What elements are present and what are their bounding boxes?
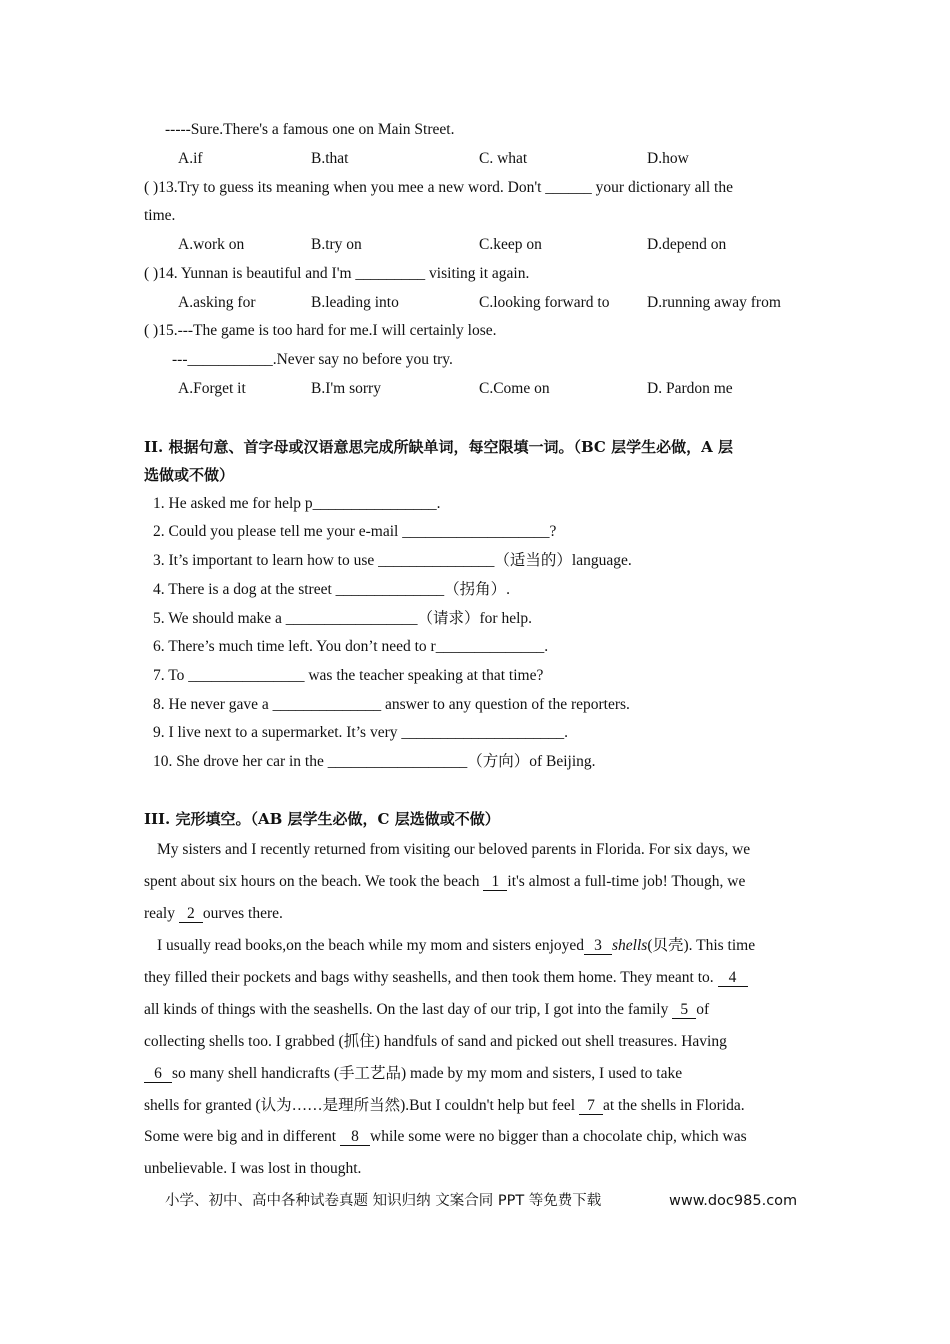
cloze-blank-7: 7 — [579, 1098, 603, 1115]
q13-option-d: D.depend on — [647, 236, 727, 253]
cloze-blank-8: 8 — [340, 1129, 370, 1146]
cloze-text: they filled their pockets and bags withy seashells, and then took them home. They meant to. — [144, 969, 718, 986]
q15-option-c: C.Come on — [479, 380, 550, 397]
cloze-text: shells for granted (认为……是理所当然).But I couldn't help but feel — [144, 1097, 579, 1114]
cloze-text: realy — [144, 905, 179, 922]
fill-item-2: 2. Could you please tell me your e-mail ___________________? — [153, 523, 557, 540]
cloze-line-10 — [144, 1127, 747, 1147]
footer-text: 小学、初中、高中各种试卷真题 知识归纳 文案合同 PPT 等免费下载 — [165, 1193, 602, 1209]
fill-item-5: 5. We should make a _________________（请求）for help. — [153, 610, 533, 627]
q14-text: ( )14. Yunnan is beautiful and I'm _________ visiting it again. — [144, 265, 530, 282]
cloze-text: (贝壳). This time — [647, 937, 756, 954]
cloze-text: at the shells in Florida. — [603, 1097, 745, 1114]
cloze-line-9 — [144, 1096, 745, 1116]
cloze-blank-2: 2 — [179, 906, 203, 923]
q15-reply: ---___________.Never say no before you try. — [172, 351, 453, 368]
q12-answer-line: -----Sure.There's a famous one on Main Street. — [165, 121, 455, 138]
footer-url[interactable]: www.doc985.com — [669, 1193, 798, 1209]
q14-option-a: A.asking for — [178, 294, 256, 311]
cloze-text: while some were no bigger than a chocolate chip, which was — [370, 1128, 747, 1145]
q12-option-c: C. what — [479, 150, 528, 167]
cloze-line-2 — [144, 872, 745, 892]
cloze-blank-1: 1 — [483, 874, 507, 891]
cloze-line-7: collecting shells too. I grabbed (抓住) handfuls of sand and picked out shell treasures. Having — [144, 1033, 727, 1050]
cloze-line-1: My sisters and I recently returned from visiting our beloved parents in Florida. For six days, we — [157, 841, 751, 858]
cloze-text: ourves there. — [202, 905, 283, 922]
cloze-line-5 — [144, 968, 748, 988]
fill-item-10: 10. She drove her car in the __________________（方向）of Beijing. — [153, 753, 596, 770]
cloze-text: so many shell handicrafts (手工艺品) made by my mom and sisters, I used to take — [172, 1065, 683, 1082]
fill-item-6: 6. There’s much time left. You don’t need to r______________. — [153, 638, 549, 655]
q12-option-d: D.how — [647, 150, 689, 167]
fill-item-7: 7. To _______________ was the teacher speaking at that time? — [153, 667, 544, 684]
cloze-blank-4: 4 — [718, 970, 748, 987]
cloze-text: spent about six hours on the beach. We took the beach — [144, 873, 484, 890]
fill-item-8: 8. He never gave a ______________ answer to any question of the reporters. — [153, 696, 630, 713]
q14-option-b: B.leading into — [311, 294, 399, 311]
fill-item-3: 3. It’s important to learn how to use _______________（适当的）language. — [153, 552, 632, 569]
q13-text: ( )13.Try to guess its meaning when you mee a new word. Don't ______ your dictionary all the — [144, 179, 733, 196]
q14-option-c: C.looking forward to — [479, 294, 610, 311]
cloze-line-3 — [144, 904, 283, 924]
q15-text: ( )15.---The game is too hard for me.I will certainly lose. — [144, 322, 497, 339]
cloze-line-8 — [144, 1064, 682, 1084]
cloze-text: Some were big and in different — [144, 1128, 340, 1145]
q15-option-a: A.Forget it — [178, 380, 246, 397]
q12-option-a: A.if — [178, 150, 203, 167]
cloze-blank-5: 5 — [672, 1002, 696, 1019]
cloze-blank-6: 6 — [144, 1066, 172, 1083]
q15-option-d: D. Pardon me — [647, 380, 733, 397]
cloze-line-4 — [157, 936, 755, 956]
q14-option-d: D.running away from — [647, 294, 781, 311]
q15-option-b: B.I'm sorry — [311, 380, 381, 397]
cloze-blank-3: 3 — [584, 938, 612, 955]
cloze-line-6 — [144, 1000, 709, 1020]
q13-option-a: A.work on — [178, 236, 245, 253]
cloze-text: it's almost a full-time job! Though, we — [507, 873, 746, 890]
cloze-text: I usually read books,on the beach while my mom and sisters enjoyed — [157, 937, 585, 954]
section-2-heading-cont: 选做或不做） — [144, 466, 235, 484]
fill-item-4: 4. There is a dog at the street ______________（拐角）. — [153, 581, 511, 598]
q12-option-b: B.that — [311, 150, 349, 167]
section-3-heading: III. 完形填空。（AB 层学生必做，C 层选做或不做） — [144, 810, 500, 828]
section-2-heading: II. 根据句意、首字母或汉语意思完成所缺单词，每空限填一词。（BC 层学生必做，A 层 — [144, 438, 733, 456]
fill-item-1: 1. He asked me for help p________________. — [153, 495, 441, 512]
q13-option-b: B.try on — [311, 236, 362, 253]
q13-option-c: C.keep on — [479, 236, 542, 253]
q13-text-cont: time. — [144, 207, 176, 224]
cloze-line-11: unbelievable. I was lost in thought. — [144, 1160, 362, 1177]
cloze-word-shells: shells — [612, 937, 648, 954]
cloze-text: of — [696, 1001, 710, 1018]
fill-item-9: 9. I live next to a supermarket. It’s very _____________________. — [153, 724, 568, 741]
cloze-text: all kinds of things with the seashells. On the last day of our trip, I got into the family — [144, 1001, 673, 1018]
